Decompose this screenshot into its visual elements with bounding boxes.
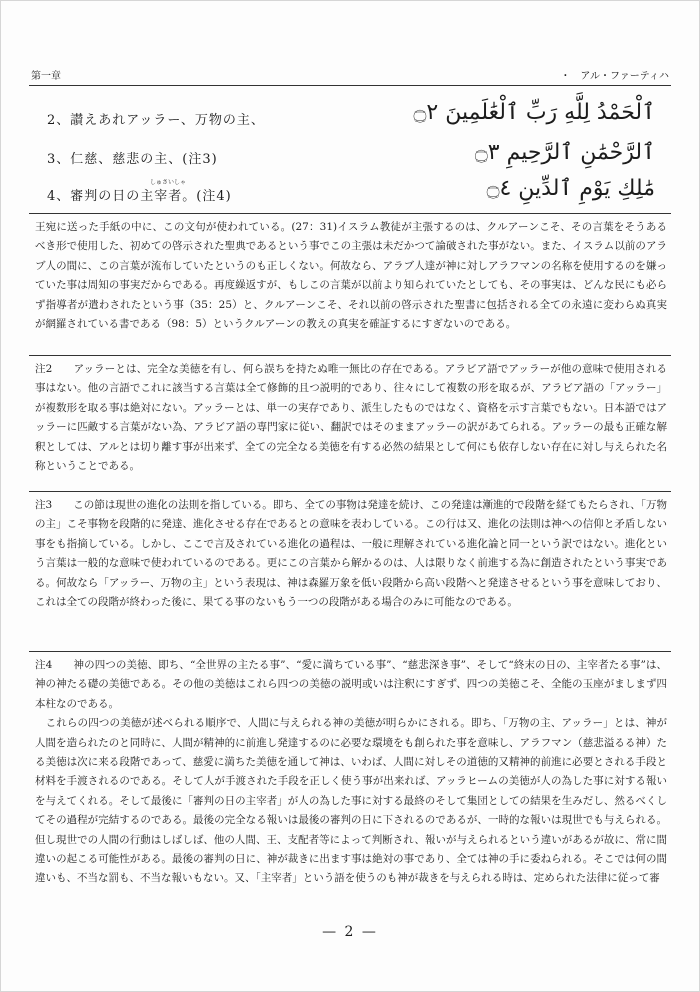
note-4 [35,656,667,889]
verse-4-translation: 4、審判の日の主宰者。(注4) [47,189,232,204]
surah-title: ・ アル・ファーティハ [560,71,669,82]
verse-4-ruby: しゅさいしゃ [150,179,187,186]
verse-3-translation: 3、仁慈、慈悲の主、(注3) [47,152,218,167]
verse-4-arabic: مَٰلِكِ يَوْمِ ٱلدِّينِ ۝٤ [486,176,655,201]
verse-2-translation: 2、讃えあれアッラー、万物の主、 [47,113,265,128]
section-divider-note3 [29,491,671,492]
intro-text: 王宛に送った手紙の中に、この文句が使われている。(27：31)イスラム教徒が主張するのは、クルアーンこそ、その言葉をそうあるべき形で使用した、初めての啓示された聖典であるという事でこの主張は未だかつて論破された事がない。また、イスラム以前のアラブ人の間に、この言葉が流布していたというのも正しくない。何故なら、アラブ人達が神に対しアラフマンの名称を使用するのを嫌っていた事は周知の事実だからである。再度繰返すが、もしこの言葉が以前より知られていたとしても、その事実は、どんな民にも必らず指導者が遣わされたという事（35：25）と、クルアーンこそ、それ以前の啓示された聖書に包括される全ての永遠に変わらぬ真実が網羅されている書である（98：5）というクルアーンの教えの真実を確証するにすぎないのである。 [35,221,667,331]
header-rule [29,85,671,86]
intro-paragraph [35,218,667,334]
note-4-text-b: これらの四つの美徳が述べられる順序で、人間に与えられる神の美徳が明らかにされる。即ち、「万物の主、アッラー」とは、神が人間を造られたのと同時に、人間が精神的に前進し発達するのに必要な環境をも創られた事を意味し、アラフマン（慈悲溢るる神）たる美徳は次に来る段階であって、慈愛に満ちた美徳を通して神は、いわば、人間に対しその道徳的又精神的前進に必要とされる手段と材料を手渡されるのである。そして人が手渡された手段を正しく使う事が出来れば、アッラヒームの美徳が人の為した事に対する報いを与えてくれる。そして最後に「審判の日の主宰者」が人の為した事に対する最終のそして集団としての結果を生みだし、然るべくしてその過程が完結するのである。最後の完全なる報いは最後の審判の日に下されるのであるが、一時的な報いは現世でも与えられる。但し現世での人間の行動はしばしば、他の人間、王、支配者等によって判断され、報いが与えられるという違いがあるが故に、常に間違いの起こる可能性がある。最後の審判の日に、神が裁きに出ます事は絶対の事であり、全ては神の手に委ねられる。そこでは何の間違いも、不当な罰も、不当な報いもない。又、「主宰者」という語を使うのも神が裁きを与えられる時は、定められた法律に従って審 [35,717,667,885]
note-4-text-a: 注4 神の四つの美徳、即ち、“全世界の主たる事”、“愛に満ちている事”、“慈悲深き事”、そして“終末の日の、主宰者たる事”は、神の神たる礎の美徳である。その他の美徳はこれら四つの美徳の説明或いは注釈にすぎず、四つの美徳こそ、全能の玉座がましまず四本柱なのである。 [35,659,667,710]
section-divider-note4 [29,651,671,652]
note-2 [35,360,667,476]
note-3 [35,496,667,612]
page-number: — 2 — [322,924,378,940]
verse-2-arabic: ٱلْحَمْدُ لِلَّهِ رَبِّ ٱلْعَٰلَمِينَ ۝٢ [413,100,655,125]
section-divider-note2 [29,355,671,356]
verse-3-arabic: ٱلرَّحْمَٰنِ ٱلرَّحِيمِ ۝٣ [474,140,655,165]
note-2-text: 注2 アッラーとは、完全な美徳を有し、何ら誤ちを持たぬ唯一無比の存在である。アラビア語でアッラーが他の意味で使用される事はない。他の言語でこれに該当する言葉は全て修飾的且つ説明的であり、往々にして複数の形を取るが、アラビア語の「アッラー」が複数形を取る事は絶対にない。アッラーとは、単一の実存であり、派生したものではなく、資格を示す言葉でもない。日本語ではアッラーに匹敵する言葉がない為、アラビア語の専門家に従い、翻訳ではそのままアッラーの訳があてられる。アッラーの最も正確な解釈としては、アルとは切り離す事が出来ず、全ての完全なる美徳を有する必然の結果として何にも依存しない存在に対し与えられた名称ということである。 [35,363,667,473]
running-header [31,65,669,85]
note-3-text: 注3 この節は現世の進化の法則を指している。即ち、全ての事物は発達を続け、この発達は漸進的で段階を経てもたらされ、「万物の主」こそ事物を段階的に発達、進化させる存在であるとの意味を表わしている。この行は又、進化の法則は神への信仰と矛盾しない事をも指摘している。しかし、ここで言及されている進化の過程は、一般に理解されている進化論と同一という訳ではない。進化という言葉は一般的な意味で使われているのである。更にこの言葉から解かるのは、人は限りなく前進する為に創造されたという事実である。何故なら「アッラー、万物の主」という表現は、神は森羅万象を低い段階から高い段階へと発達させるという事を意味しており、これは全ての段階が終わった後に、果てる事のないもう一つの段階がある場合のみに可能なのである。 [35,499,667,609]
section-divider-top [29,213,671,214]
chapter-label: 第一章 [31,71,61,82]
